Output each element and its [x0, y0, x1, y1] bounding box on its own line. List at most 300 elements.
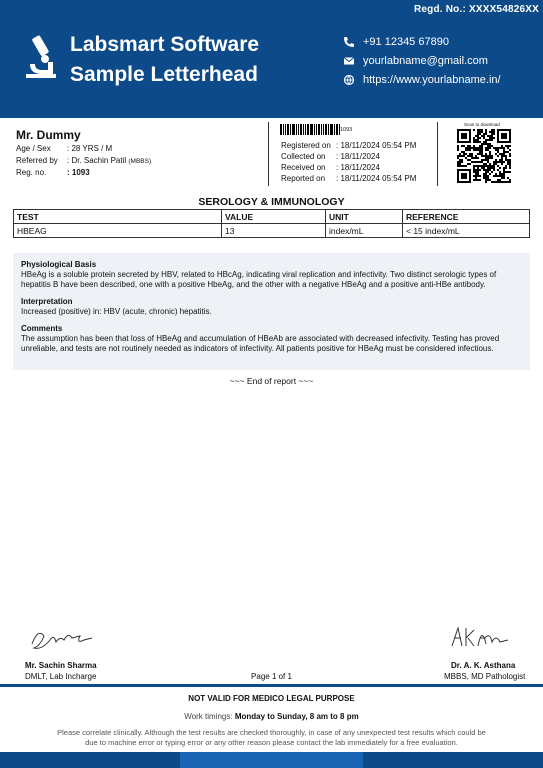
results-table: [13, 209, 530, 238]
qr-module: [503, 147, 505, 149]
qr-module: [457, 149, 459, 151]
qr-module: [485, 165, 487, 167]
barcode-bar: [318, 124, 320, 135]
qr-module: [475, 171, 477, 173]
qr-module: [463, 165, 465, 167]
qr-module: [491, 181, 493, 183]
qr-module: [489, 135, 491, 137]
barcode-number: 1093: [340, 127, 353, 133]
qr-module: [485, 147, 487, 149]
qr-module: [473, 161, 475, 163]
left-signatory-designation: DMLT, Lab Incharge: [25, 672, 97, 681]
qr-module: [477, 149, 479, 151]
qr-module: [475, 157, 477, 159]
qr-module: [507, 161, 509, 163]
qr-module: [477, 171, 479, 173]
referred-value: : Dr. Sachin Patil: [67, 156, 127, 165]
qr-module: [509, 159, 511, 161]
qr-module: [505, 159, 507, 161]
qr-module: [475, 173, 477, 175]
cell-reference: < 15 index/mL: [403, 224, 530, 238]
qr-module: [473, 171, 475, 173]
work-timings: [0, 712, 543, 721]
qr-module: [485, 163, 487, 165]
qr-module: [505, 157, 507, 159]
qr-module: [507, 159, 509, 161]
qr-module: [483, 177, 485, 179]
qr-module: [485, 175, 487, 177]
qr-module: [483, 175, 485, 177]
qr-module: [495, 147, 497, 149]
qr-module: [503, 161, 505, 163]
qr-finder: [501, 133, 507, 139]
disclaimer: Please correlate clinically. Although the test results are checked thoroughly, in case of any unexpected test results which could be due to machine error or typing error or any other reason please contact the lab immediately for a free evaluation.: [57, 728, 486, 747]
qr-module: [495, 175, 497, 177]
qr-module: [495, 161, 497, 163]
registered-label: Registered on: [281, 141, 331, 150]
qr-module: [497, 165, 499, 167]
qr-module: [479, 151, 481, 153]
qr-module: [457, 163, 459, 165]
qr-module: [479, 169, 481, 171]
qr-module: [497, 149, 499, 151]
qr-module: [501, 155, 503, 157]
qr-module: [505, 165, 507, 167]
qr-module: [477, 161, 479, 163]
qr-module: [481, 159, 483, 161]
qr-code[interactable]: [457, 129, 511, 183]
qr-module: [481, 145, 483, 147]
qr-module: [489, 137, 491, 139]
qr-module: [497, 155, 499, 157]
qr-module: [459, 163, 461, 165]
qr-module: [479, 175, 481, 177]
qr-module: [495, 149, 497, 151]
qr-module: [477, 135, 479, 137]
qr-module: [493, 161, 495, 163]
qr-module: [489, 147, 491, 149]
qr-module: [459, 155, 461, 157]
barcode-bar: [310, 124, 313, 135]
qr-module: [493, 137, 495, 139]
qr-module: [465, 157, 467, 159]
qr-module: [483, 173, 485, 175]
qr-module: [499, 167, 501, 169]
qr-module: [507, 145, 509, 147]
qr-module: [457, 145, 459, 147]
qr-module: [487, 175, 489, 177]
qr-module: [485, 133, 487, 135]
qr-module: [483, 141, 485, 143]
qr-module: [463, 153, 465, 155]
qr-module: [477, 179, 479, 181]
left-signature: [28, 624, 98, 654]
qr-module: [487, 135, 489, 137]
barcode-bar: [334, 124, 335, 135]
qr-module: [477, 153, 479, 155]
qr-module: [487, 179, 489, 181]
qr-module: [483, 167, 485, 169]
divider-left: [268, 122, 269, 186]
qr-module: [501, 175, 503, 177]
qr-module: [473, 129, 475, 131]
qr-module: [509, 145, 511, 147]
reg-row: [16, 168, 90, 177]
qr-module: [461, 145, 463, 147]
microscope-icon: [22, 34, 60, 78]
qr-finder: [461, 173, 467, 179]
qr-module: [493, 131, 495, 133]
qr-module: [505, 167, 507, 169]
qr-module: [475, 155, 477, 157]
age-sex-value: : 28 YRS / M: [67, 144, 113, 153]
qr-module: [487, 169, 489, 171]
qr-module: [473, 165, 475, 167]
qr-module: [481, 149, 483, 151]
qr-module: [503, 153, 505, 155]
phone-icon: [343, 36, 355, 48]
qr-module: [461, 155, 463, 157]
col-value: VALUE: [222, 210, 326, 224]
qr-module: [477, 133, 479, 135]
age-sex-row: [16, 144, 112, 153]
qr-module: [483, 165, 485, 167]
interp-text: Increased (positive) in: HBV (acute, chronic) hepatitis.: [21, 307, 212, 316]
qr-module: [481, 165, 483, 167]
barcode-bar: [283, 124, 284, 135]
qr-module: [473, 147, 475, 149]
qr-module: [509, 179, 511, 181]
barcode-bar: [323, 124, 324, 135]
qr-module: [493, 129, 495, 131]
qr-module: [509, 161, 511, 163]
right-signatory-designation: MBBS, MD Pathologist: [444, 672, 526, 681]
qr-module: [505, 145, 507, 147]
qr-module: [491, 139, 493, 141]
qr-module: [487, 149, 489, 151]
qr-module: [501, 157, 503, 159]
barcode-bar: [280, 124, 282, 135]
qr-module: [479, 141, 481, 143]
barcode-bar: [328, 124, 329, 135]
qr-module: [499, 175, 501, 177]
qr-module: [483, 163, 485, 165]
qr-module: [473, 175, 475, 177]
qr-module: [485, 169, 487, 171]
qr-module: [463, 151, 465, 153]
qr-module: [487, 177, 489, 179]
qr-module: [475, 149, 477, 151]
qr-module: [507, 181, 509, 183]
qr-module: [479, 165, 481, 167]
qr-module: [473, 169, 475, 171]
qr-module: [481, 153, 483, 155]
qr-module: [483, 169, 485, 171]
qr-module: [467, 163, 469, 165]
received-value: : 18/11/2024: [336, 163, 380, 172]
qr-module: [457, 157, 459, 159]
legal-notice: NOT VALID FOR MEDICO LEGAL PURPOSE: [188, 694, 355, 703]
barcode-bar: [292, 124, 295, 135]
qr-module: [493, 181, 495, 183]
col-unit: UNIT: [326, 210, 403, 224]
barcode-bar: [325, 124, 327, 135]
qr-module: [489, 153, 491, 155]
col-reference: REFERENCE: [403, 210, 530, 224]
qr-module: [485, 171, 487, 173]
qr-module: [469, 163, 471, 165]
reg-label: Reg. no.: [16, 168, 47, 177]
qr-module: [481, 155, 483, 157]
age-sex-label: Age / Sex: [16, 144, 51, 153]
qr-module: [491, 131, 493, 133]
registered-value: : 18/11/2024 05:54 PM: [336, 141, 417, 150]
letterhead-header: [0, 0, 543, 118]
qr-module: [501, 173, 503, 175]
qr-module: [505, 151, 507, 153]
qr-module: [499, 173, 501, 175]
qr-module: [475, 165, 477, 167]
qr-caption: Scan to download: [464, 122, 500, 127]
qr-module: [499, 179, 501, 181]
qr-module: [479, 145, 481, 147]
end-of-report: ~~~ End of report ~~~: [229, 376, 314, 386]
qr-module: [457, 147, 459, 149]
qr-module: [469, 147, 471, 149]
qr-module: [503, 173, 505, 175]
barcode-bar: [303, 124, 304, 135]
qr-module: [501, 159, 503, 161]
qr-module: [507, 151, 509, 153]
qr-module: [485, 159, 487, 161]
qr-module: [485, 177, 487, 179]
qr-module: [481, 147, 483, 149]
qr-module: [487, 171, 489, 173]
test-notes: [13, 253, 530, 370]
reported-row: [281, 174, 416, 183]
qr-module: [461, 151, 463, 153]
qr-module: [459, 161, 461, 163]
qr-module: [475, 139, 477, 141]
barcode-bar: [305, 124, 306, 135]
qr-module: [473, 179, 475, 181]
qr-module: [493, 169, 495, 171]
collected-label: Collected on: [281, 152, 326, 161]
qr-module: [499, 153, 501, 155]
qr-module: [487, 143, 489, 145]
basis-text: HBeAg is a soluble protein secreted by HBV, related to HBcAg, indicating viral replication and infectivity. Two distinct serologic types of hepatitis B have been described, one with a positive HbeAg, and the other with a negative HBeAg and a positive anti-HBe antibody.: [21, 270, 497, 289]
comments-text: The assumption has been that loss of HBeAg and accumulation of HBeAb are associated with decreased infectivity. Testing has proved unreliable, and tests are not routinely needed as indicators of infectivity. All patients positive for HBeAg must be considered infectious.: [21, 334, 500, 353]
timings-value: Monday to Sunday, 8 am to 8 pm: [234, 712, 359, 721]
qr-module: [479, 137, 481, 139]
referred-label: Referred by: [16, 156, 58, 165]
qr-module: [509, 163, 511, 165]
barcode-bar: [290, 124, 291, 135]
qr-module: [483, 135, 485, 137]
patient-name: Mr. Dummy: [16, 128, 81, 142]
qr-module: [467, 147, 469, 149]
qr-module: [479, 161, 481, 163]
qr-module: [479, 129, 481, 131]
qr-module: [485, 131, 487, 133]
qr-module: [489, 179, 491, 181]
qr-module: [507, 147, 509, 149]
qr-module: [489, 139, 491, 141]
reported-value: : 18/11/2024 05:54 PM: [336, 174, 417, 183]
qr-module: [457, 161, 459, 163]
left-signatory-name: Mr. Sachin Sharma: [25, 661, 97, 670]
qr-module: [503, 151, 505, 153]
qr-module: [477, 147, 479, 149]
qr-module: [507, 177, 509, 179]
contact-website[interactable]: [343, 70, 501, 89]
qr-module: [479, 149, 481, 151]
barcode-bar: [307, 124, 309, 135]
contact-phone[interactable]: [343, 32, 501, 51]
qr-module: [475, 135, 477, 137]
qr-module: [503, 175, 505, 177]
qr-module: [491, 167, 493, 169]
qr-module: [465, 149, 467, 151]
qr-module: [497, 169, 499, 171]
qr-module: [495, 163, 497, 165]
qr-module: [473, 157, 475, 159]
qr-module: [509, 153, 511, 155]
qr-module: [509, 167, 511, 169]
qr-module: [459, 165, 461, 167]
qr-module: [499, 159, 501, 161]
qr-module: [475, 147, 477, 149]
qr-module: [503, 167, 505, 169]
referred-row: [16, 156, 151, 165]
qr-module: [483, 137, 485, 139]
barcode-bar: [316, 124, 317, 135]
qr-module: [499, 171, 501, 173]
qr-module: [479, 153, 481, 155]
qr-module: [459, 159, 461, 161]
qr-module: [485, 173, 487, 175]
qr-module: [459, 153, 461, 155]
qr-module: [491, 157, 493, 159]
qr-module: [471, 161, 473, 163]
barcode-bar: [287, 124, 289, 135]
qr-module: [509, 165, 511, 167]
qr-module: [491, 165, 493, 167]
referred-degree: (MBBS): [128, 158, 152, 165]
reg-value: : 1093: [67, 168, 90, 177]
qr-module: [489, 143, 491, 145]
qr-module: [505, 171, 507, 173]
qr-module: [487, 159, 489, 161]
right-signature: [448, 622, 518, 652]
globe-icon: [343, 74, 355, 86]
qr-module: [489, 157, 491, 159]
qr-module: [481, 151, 483, 153]
qr-module: [475, 175, 477, 177]
qr-module: [473, 145, 475, 147]
qr-module: [489, 131, 491, 133]
qr-module: [501, 163, 503, 165]
cell-value: 13: [222, 224, 326, 238]
qr-module: [503, 155, 505, 157]
qr-module: [483, 155, 485, 157]
qr-module: [507, 163, 509, 165]
qr-module: [485, 179, 487, 181]
footer-bar-accent: [180, 752, 363, 768]
qr-module: [471, 157, 473, 159]
qr-module: [473, 149, 475, 151]
qr-module: [493, 147, 495, 149]
qr-module: [485, 153, 487, 155]
qr-module: [485, 155, 487, 157]
qr-module: [461, 165, 463, 167]
qr-module: [497, 147, 499, 149]
qr-module: [487, 165, 489, 167]
timings-label: Work timings:: [184, 712, 233, 721]
qr-module: [495, 181, 497, 183]
qr-module: [473, 167, 475, 169]
barcode-bar: [314, 124, 315, 135]
qr-module: [461, 161, 463, 163]
qr-module: [493, 167, 495, 169]
collected-row: [281, 152, 380, 161]
qr-module: [479, 133, 481, 135]
reported-label: Reported on: [281, 174, 326, 183]
contact-email[interactable]: [343, 51, 501, 70]
qr-module: [457, 165, 459, 167]
qr-module: [499, 161, 501, 163]
qr-module: [487, 155, 489, 157]
qr-module: [477, 137, 479, 139]
qr-module: [489, 169, 491, 171]
qr-module: [497, 151, 499, 153]
qr-module: [505, 181, 507, 183]
qr-module: [481, 161, 483, 163]
page-number: Page 1 of 1: [251, 672, 292, 681]
qr-module: [489, 145, 491, 147]
qr-module: [477, 165, 479, 167]
qr-module: [501, 145, 503, 147]
brand-line-2: Sample Letterhead: [70, 63, 258, 86]
qr-module: [485, 139, 487, 141]
contact-block: [343, 32, 501, 89]
qr-module: [465, 165, 467, 167]
barcode-bar: [330, 124, 333, 135]
qr-module: [487, 161, 489, 163]
qr-module: [485, 181, 487, 183]
qr-module: [481, 135, 483, 137]
interp-title: Interpretation: [21, 297, 73, 306]
qr-module: [483, 143, 485, 145]
qr-module: [477, 157, 479, 159]
qr-module: [499, 147, 501, 149]
qr-module: [481, 143, 483, 145]
barcode-bar: [321, 124, 322, 135]
website-text: https://www.yourlabname.in/: [363, 73, 501, 86]
qr-module: [477, 129, 479, 131]
right-signatory-name: Dr. A. K. Asthana: [451, 661, 516, 670]
qr-module: [465, 153, 467, 155]
qr-module: [497, 161, 499, 163]
qr-module: [501, 147, 503, 149]
qr-module: [491, 171, 493, 173]
results-header-row: [14, 210, 530, 224]
qr-module: [469, 153, 471, 155]
qr-module: [493, 163, 495, 165]
qr-module: [467, 149, 469, 151]
qr-module: [487, 145, 489, 147]
table-row: [14, 224, 530, 238]
